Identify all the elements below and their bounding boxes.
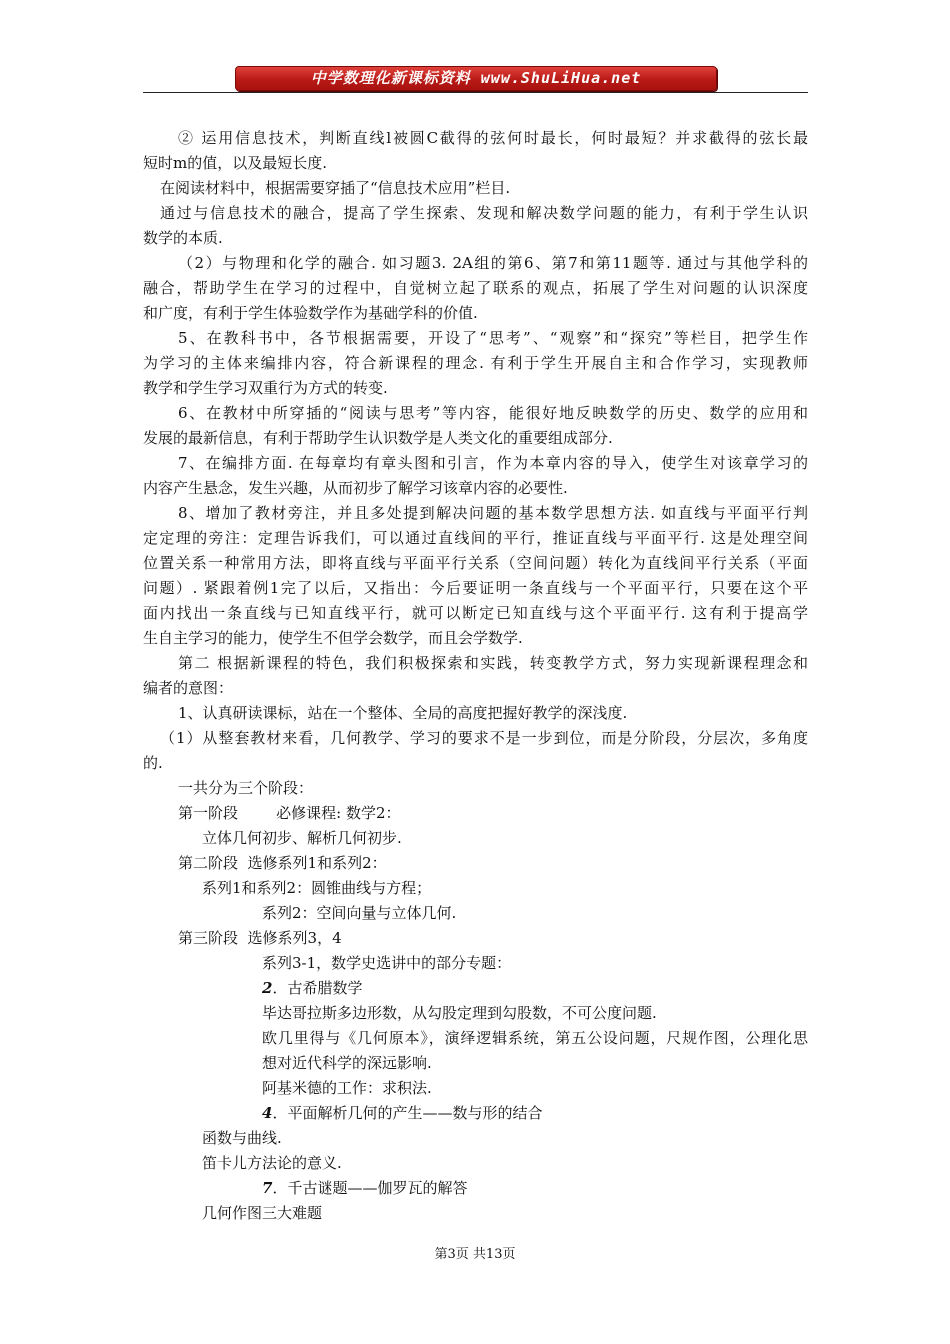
item-number: 4 bbox=[262, 1104, 273, 1122]
body-line: 系列2：空间向量与立体几何. bbox=[262, 904, 457, 922]
body-line: 发展的最新信息，有利于帮助学生认识数学是人类文化的重要组成部分. bbox=[143, 429, 613, 447]
body-line: 位置关系一种常用方法，即将直线与平面平行关系（空间问题）转化为直线间平行关系（平面 bbox=[143, 554, 808, 572]
body-line: 想对近代科学的深远影响. bbox=[262, 1054, 432, 1072]
body-line: 几何作图三大难题 bbox=[202, 1204, 323, 1222]
body-line: （2）与物理和化学的融合. 如习题3. 2A组的第6、第7和第11题等. 通过与其他学科的 bbox=[178, 254, 808, 272]
item-number: 7 bbox=[262, 1179, 273, 1197]
body-line: 内容产生悬念，发生兴趣，从而初步了解学习该章内容的必要性. bbox=[143, 479, 568, 497]
body-line bbox=[262, 1103, 542, 1123]
body-line: 7、在编排方面. 在每章均有章头图和引言，作为本章内容的导入，使学生对该章学习的 bbox=[178, 454, 808, 472]
body-line: 笛卡儿方法论的意义. bbox=[202, 1154, 342, 1172]
body-line-text: ．古希腊数学 bbox=[272, 979, 363, 997]
item-number: 2 bbox=[262, 979, 273, 997]
body-line: 融合，帮助学生在学习的过程中，自觉树立起了联系的观点，拓展了学生对问题的认识深度 bbox=[143, 279, 808, 297]
body-line: （1）从整套教材来看，几何教学、学习的要求不是一步到位，而是分阶段，分层次，多角度 bbox=[160, 729, 808, 747]
body-line: 函数与曲线. bbox=[202, 1129, 282, 1147]
body-line: 立体几何初步、解析几何初步. bbox=[202, 829, 402, 847]
body-line: 8、增加了教材旁注，并且多处提到解决问题的基本数学思想方法. 如直线与平面平行判 bbox=[178, 504, 808, 522]
body-line: 定定理的旁注：定理告诉我们，可以通过直线间的平行，推证直线与平面平行. 这是处理空间 bbox=[143, 529, 808, 547]
body-line: 阿基米德的工作：求积法. bbox=[262, 1079, 432, 1097]
page-number-footer: 第3页 共13页 bbox=[434, 1247, 516, 1262]
body-line: ② 运用信息技术，判断直线l被圆C截得的弦何时最长，何时最短？并求截得的弦长最 bbox=[178, 129, 808, 147]
body-line: 为学习的主体来编排内容，符合新课程的理念. 有利于学生开展自主和合作学习，实现教师 bbox=[143, 354, 808, 372]
body-line: 通过与信息技术的融合，提高了学生探索、发现和解决数学问题的能力，有利于学生认识 bbox=[160, 204, 808, 222]
body-line: 系列3-1，数学史选讲中的部分专题： bbox=[262, 954, 512, 972]
body-line: 5、在教科书中，各节根据需要，开设了“思考”、“观察”和“探究”等栏目，把学生作 bbox=[178, 329, 808, 347]
header-rule bbox=[143, 92, 808, 93]
body-line: 问题）. 紧跟着例1完了以后，又指出：今后要证明一条直线与一个平面平行，只要在这个平 bbox=[143, 579, 808, 597]
body-line bbox=[262, 1178, 467, 1198]
body-line: 欧几里得与《几何原本》，演绎逻辑系统，第五公设问题，尺规作图，公理化思 bbox=[262, 1029, 808, 1047]
body-line: 第一阶段 必修课程: 数学2： bbox=[178, 804, 401, 822]
body-line: 6、在教材中所穿插的“阅读与思考”等内容，能很好地反映数学的历史、数学的应用和 bbox=[178, 404, 808, 422]
body-line: 生自主学习的能力，使学生不但学会数学，而且会学数学. bbox=[143, 629, 523, 647]
body-line: 毕达哥拉斯多边形数，从勾股定理到勾股数，不可公度问题. bbox=[262, 1004, 657, 1022]
body-line: 在阅读材料中，根据需要穿插了“信息技术应用”栏目. bbox=[160, 179, 511, 197]
body-line: 的. bbox=[143, 754, 163, 772]
body-line: 编者的意图： bbox=[143, 679, 234, 697]
site-header-banner: 中学数理化新课标资料 www.ShuLiHua.net bbox=[235, 66, 717, 91]
body-line: 第三阶段 选修系列3，4 bbox=[178, 929, 342, 947]
body-line: 数学的本质. bbox=[143, 229, 223, 247]
body-line: 一共分为三个阶段： bbox=[178, 779, 314, 797]
body-line: 短时m的值，以及最短长度. bbox=[143, 154, 327, 172]
body-line: 教学和学生学习双重行为方式的转变. bbox=[143, 379, 388, 397]
body-line: 和广度，有利于学生体验数学作为基础学科的价值. bbox=[143, 304, 478, 322]
body-line: 第二阶段 选修系列1和系列2： bbox=[178, 854, 387, 872]
body-line: 1、认真研读课标，站在一个整体、全局的高度把握好教学的深浅度. bbox=[178, 704, 628, 722]
body-line-text: ．平面解析几何的产生——数与形的结合 bbox=[272, 1104, 543, 1122]
body-line bbox=[262, 978, 362, 998]
body-line: 第二 根据新课程的特色，我们积极探索和实践，转变教学方式，努力实现新课程理念和 bbox=[178, 654, 808, 672]
body-line: 系列1和系列2：圆锥曲线与方程； bbox=[202, 879, 432, 897]
body-line-text: ．千古谜题——伽罗瓦的解答 bbox=[272, 1179, 468, 1197]
body-line: 面内找出一条直线与已知直线平行，就可以断定已知直线与这个平面平行. 这有利于提高学 bbox=[143, 604, 808, 622]
